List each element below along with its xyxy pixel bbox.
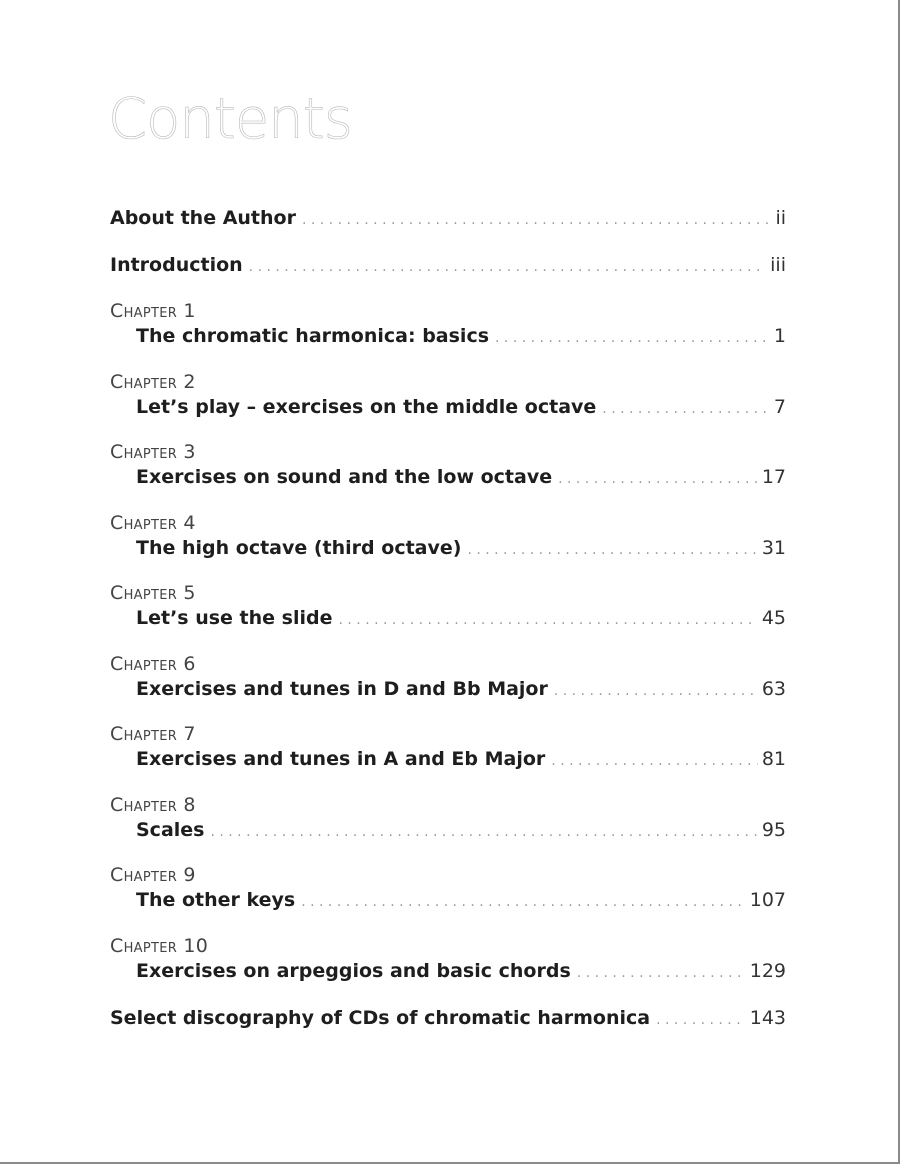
toc-chapter-10[interactable] — [110, 935, 786, 985]
chapter-title: The other keys — [136, 889, 296, 911]
toc-entry-discography[interactable] — [110, 1006, 786, 1032]
chapter-number: Chapter 3 — [110, 441, 196, 463]
chapter-title: Let’s use the slide — [136, 607, 333, 629]
dot-leader — [301, 890, 746, 914]
dot-leader — [656, 1008, 746, 1032]
dot-leader — [551, 749, 758, 773]
toc-chapter-8[interactable] — [110, 794, 786, 844]
chapter-page: 63 — [761, 678, 786, 700]
chapter-number: Chapter 7 — [110, 723, 196, 745]
chapter-title: The chromatic harmonica: basics — [136, 325, 490, 347]
chapter-page: 81 — [761, 748, 786, 770]
toc-chapter-3[interactable] — [110, 441, 786, 491]
toc-entry-introduction[interactable] — [110, 253, 786, 279]
toc-chapter-7[interactable] — [110, 723, 786, 773]
dot-leader — [249, 255, 766, 279]
chapter-number: Chapter 5 — [110, 582, 196, 604]
chapter-number: Chapter 1 — [110, 300, 196, 322]
chapter-title: Let’s play – exercises on the middle octave — [136, 396, 597, 418]
toc-entry-label: Introduction — [110, 254, 243, 276]
dot-leader — [302, 208, 771, 232]
toc-entry-label: Select discography of CDs of chromatic harmonica — [110, 1007, 651, 1029]
toc-chapter-4[interactable] — [110, 512, 786, 562]
chapter-number: Chapter 9 — [110, 864, 196, 886]
chapter-title: Exercises on arpeggios and basic chords — [136, 960, 571, 982]
chapter-page: 45 — [761, 607, 786, 629]
toc-chapter-1[interactable] — [110, 300, 786, 350]
dot-leader — [495, 326, 770, 350]
dot-leader — [558, 467, 758, 491]
toc-entry-label: About the Author — [110, 207, 296, 229]
chapter-title: Scales — [136, 819, 205, 841]
dot-leader — [210, 820, 757, 844]
chapter-number: Chapter 10 — [110, 935, 209, 957]
page-title: Contents — [108, 87, 352, 152]
chapter-number: Chapter 2 — [110, 371, 196, 393]
chapter-page: 7 — [773, 396, 786, 418]
toc-chapter-5[interactable] — [110, 582, 786, 632]
chapter-page: 1 — [773, 325, 786, 347]
dot-leader — [554, 679, 758, 703]
chapter-number: Chapter 6 — [110, 653, 196, 675]
chapter-title: The high octave (third octave) — [136, 537, 462, 559]
chapter-title: Exercises and tunes in A and Eb Major — [136, 748, 546, 770]
dot-leader — [339, 608, 758, 632]
chapter-page: 107 — [749, 889, 786, 911]
chapter-number: Chapter 8 — [110, 794, 196, 816]
chapter-page: 129 — [749, 960, 786, 982]
toc-entry-page: 143 — [749, 1007, 786, 1029]
chapter-title: Exercises on sound and the low octave — [136, 466, 553, 488]
toc-chapter-2[interactable] — [110, 371, 786, 421]
toc-entry-page: iii — [770, 254, 786, 276]
chapter-number: Chapter 4 — [110, 512, 196, 534]
dot-leader — [602, 397, 770, 421]
toc-chapter-9[interactable] — [110, 864, 786, 914]
toc-entry-page: ii — [775, 207, 786, 229]
dot-leader — [577, 961, 746, 985]
chapter-page: 95 — [761, 819, 786, 841]
toc-chapter-6[interactable] — [110, 653, 786, 703]
chapter-title: Exercises and tunes in D and Bb Major — [136, 678, 548, 700]
dot-leader — [467, 538, 757, 562]
toc-entry-about-author[interactable] — [110, 206, 786, 232]
chapter-page: 17 — [761, 466, 786, 488]
chapter-page: 31 — [761, 537, 786, 559]
